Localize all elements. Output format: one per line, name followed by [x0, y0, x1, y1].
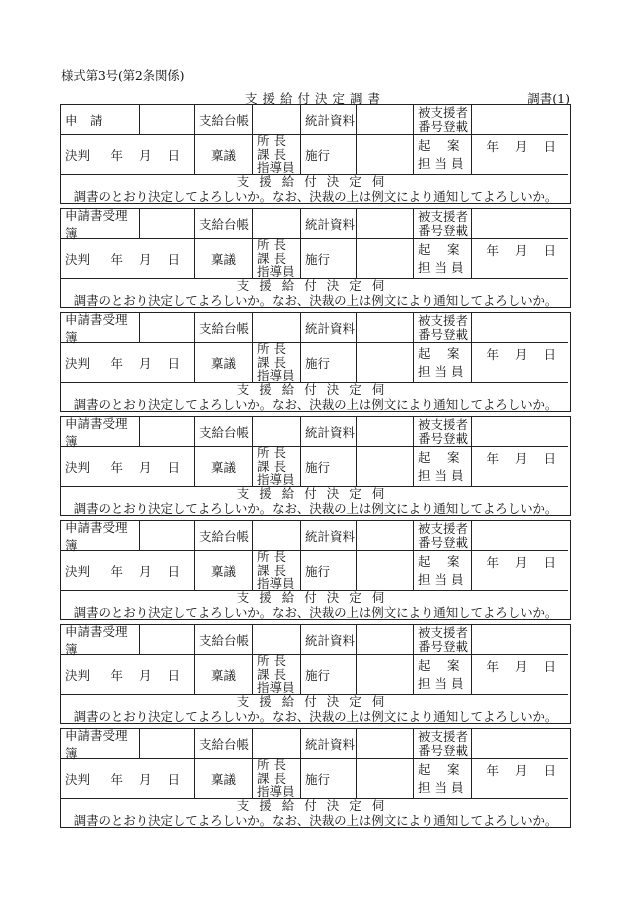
proposal-label: 稟議 [195, 135, 253, 175]
ledger-label: 支給台帳 [195, 105, 253, 135]
recipient-registration-value[interactable] [472, 625, 568, 655]
decision-block [60, 208, 571, 308]
judgment-label: 決判 [65, 355, 91, 371]
drafter-label: 起 案 担 当 員 [414, 551, 472, 591]
inquiry-heading: 支援給付決定伺 [236, 174, 395, 189]
decision-block [60, 624, 571, 724]
decision-block [60, 520, 571, 620]
judgment-date: 年 月 日 [110, 667, 186, 683]
recipient-registration-value[interactable] [472, 209, 568, 239]
ledger-label: 支給台帳 [195, 313, 253, 343]
application-value[interactable] [140, 105, 195, 135]
judgment-date: 年 月 日 [110, 147, 186, 163]
proposal-label: 稟議 [195, 239, 253, 279]
inquiry-heading: 支援給付決定伺 [236, 798, 395, 813]
stats-value[interactable] [357, 625, 414, 655]
drafter-date[interactable]: 年 月 日 [472, 135, 568, 175]
proposal-label: 稟議 [195, 655, 253, 695]
stats-label: 統計資料 [301, 625, 357, 655]
judgment-label: 決判 [65, 459, 91, 475]
enforcement-value[interactable] [357, 447, 414, 487]
judgment-label: 決判 [65, 667, 91, 683]
proposal-label: 稟議 [195, 551, 253, 591]
recipient-registration-label: 被支援者 番号登載 [414, 417, 472, 447]
inquiry-text: 調書のとおり決定してよろしいか。なお、決裁の上は例文により通知してよろしいか。 [73, 293, 558, 308]
drafter-date[interactable]: 年 月 日 [472, 759, 568, 799]
inquiry-text: 調書のとおり決定してよろしいか。なお、決裁の上は例文により通知してよろしいか。 [73, 813, 558, 828]
judgment-row [61, 759, 195, 799]
drafter-date[interactable]: 年 月 日 [472, 239, 568, 279]
recipient-registration-label: 被支援者 番号登載 [414, 625, 472, 655]
application-value[interactable] [140, 521, 195, 551]
application-label: 申請書受理簿 [61, 729, 140, 759]
inquiry-heading: 支援給付決定伺 [236, 486, 395, 501]
ledger-label: 支給台帳 [195, 729, 253, 759]
enforcement-label: 施行 [301, 447, 357, 487]
judgment-row [61, 551, 195, 591]
decision-blocks [60, 104, 571, 828]
ledger-value[interactable] [253, 209, 301, 239]
inquiry-text: 調書のとおり決定してよろしいか。なお、決裁の上は例文により通知してよろしいか。 [73, 189, 558, 204]
application-label: 申請書受理簿 [61, 625, 140, 655]
approvers-label: 所 長 課 長 指導員 [253, 343, 301, 383]
drafter-label: 起 案 担 当 員 [414, 343, 472, 383]
decision-block [60, 728, 571, 828]
document-number: 調書(1) [527, 91, 570, 106]
judgment-date: 年 月 日 [110, 771, 186, 787]
enforcement-value[interactable] [357, 239, 414, 279]
enforcement-value[interactable] [357, 135, 414, 175]
proposal-label: 稟議 [195, 759, 253, 799]
drafter-date[interactable]: 年 月 日 [472, 655, 568, 695]
recipient-registration-value[interactable] [472, 729, 568, 759]
drafter-label: 起 案 担 当 員 [414, 447, 472, 487]
inquiry-heading: 支援給付決定伺 [236, 278, 395, 293]
recipient-registration-label: 被支援者 番号登載 [414, 105, 472, 135]
approvers-label: 所 長 課 長 指導員 [253, 135, 301, 175]
inquiry-heading: 支援給付決定伺 [236, 382, 395, 397]
drafter-label: 起 案 担 当 員 [414, 239, 472, 279]
inquiry-text: 調書のとおり決定してよろしいか。なお、決裁の上は例文により通知してよろしいか。 [73, 397, 558, 412]
judgment-row [61, 343, 195, 383]
application-label: 申請書受理簿 [61, 521, 140, 551]
proposal-label: 稟議 [195, 343, 253, 383]
proposal-label: 稟議 [195, 447, 253, 487]
document-title: 支援給付決定調書 [244, 91, 385, 106]
recipient-registration-value[interactable] [472, 313, 568, 343]
enforcement-label: 施行 [301, 135, 357, 175]
judgment-row [61, 447, 195, 487]
judgment-date: 年 月 日 [110, 355, 186, 371]
inquiry-heading: 支援給付決定伺 [236, 590, 395, 605]
enforcement-label: 施行 [301, 239, 357, 279]
drafter-label: 起 案 担 当 員 [414, 135, 472, 175]
application-value[interactable] [140, 417, 195, 447]
ledger-value[interactable] [253, 729, 301, 759]
stats-label: 統計資料 [301, 521, 357, 551]
stats-value[interactable] [357, 521, 414, 551]
enforcement-value[interactable] [357, 343, 414, 383]
drafter-date[interactable]: 年 月 日 [472, 447, 568, 487]
stats-value[interactable] [357, 105, 414, 135]
judgment-row [61, 239, 195, 279]
application-value[interactable] [140, 625, 195, 655]
application-label: 申請書受理簿 [61, 313, 140, 343]
application-label: 申請書受理簿 [61, 417, 140, 447]
enforcement-label: 施行 [301, 655, 357, 695]
application-value[interactable] [140, 313, 195, 343]
stats-value[interactable] [357, 729, 414, 759]
ledger-value[interactable] [253, 417, 301, 447]
application-label: 申請書受理簿 [61, 209, 140, 239]
ledger-label: 支給台帳 [195, 417, 253, 447]
judgment-label: 決判 [65, 147, 91, 163]
stats-label: 統計資料 [301, 729, 357, 759]
recipient-registration-label: 被支援者 番号登載 [414, 313, 472, 343]
recipient-registration-value[interactable] [472, 105, 568, 135]
enforcement-value[interactable] [357, 551, 414, 591]
ledger-label: 支給台帳 [195, 209, 253, 239]
stats-value[interactable] [357, 313, 414, 343]
drafter-date[interactable]: 年 月 日 [472, 343, 568, 383]
ledger-value[interactable] [253, 313, 301, 343]
ledger-label: 支給台帳 [195, 521, 253, 551]
enforcement-label: 施行 [301, 759, 357, 799]
stats-value[interactable] [357, 417, 414, 447]
inquiry-text: 調書のとおり決定してよろしいか。なお、決裁の上は例文により通知してよろしいか。 [73, 709, 558, 724]
stats-label: 統計資料 [301, 209, 357, 239]
form-label: 様式第3号(第2条関係) [61, 68, 185, 83]
judgment-label: 決判 [65, 251, 91, 267]
enforcement-label: 施行 [301, 551, 357, 591]
decision-block [60, 312, 571, 412]
judgment-date: 年 月 日 [110, 459, 186, 475]
drafter-label: 起 案 担 当 員 [414, 655, 472, 695]
ledger-label: 支給台帳 [195, 625, 253, 655]
judgment-date: 年 月 日 [110, 251, 186, 267]
stats-label: 統計資料 [301, 313, 357, 343]
approvers-label: 所 長 課 長 指導員 [253, 551, 301, 591]
judgment-label: 決判 [65, 771, 91, 787]
enforcement-value[interactable] [357, 655, 414, 695]
approvers-label: 所 長 課 長 指導員 [253, 759, 301, 799]
recipient-registration-value[interactable] [472, 521, 568, 551]
judgment-label: 決判 [65, 563, 91, 579]
stats-label: 統計資料 [301, 105, 357, 135]
drafter-date[interactable]: 年 月 日 [472, 551, 568, 591]
ledger-value[interactable] [253, 521, 301, 551]
ledger-value[interactable] [253, 105, 301, 135]
approvers-label: 所 長 課 長 指導員 [253, 655, 301, 695]
ledger-value[interactable] [253, 625, 301, 655]
recipient-registration-label: 被支援者 番号登載 [414, 729, 472, 759]
approvers-label: 所 長 課 長 指導員 [253, 239, 301, 279]
drafter-label: 起 案 担 当 員 [414, 759, 472, 799]
judgment-date: 年 月 日 [110, 563, 186, 579]
recipient-registration-value[interactable] [472, 417, 568, 447]
stats-value[interactable] [357, 209, 414, 239]
stats-label: 統計資料 [301, 417, 357, 447]
recipient-registration-label: 被支援者 番号登載 [414, 521, 472, 551]
approvers-label: 所 長 課 長 指導員 [253, 447, 301, 487]
inquiry-text: 調書のとおり決定してよろしいか。なお、決裁の上は例文により通知してよろしいか。 [73, 501, 558, 516]
decision-block [60, 104, 571, 204]
judgment-row [61, 655, 195, 695]
application-value[interactable] [140, 209, 195, 239]
application-value[interactable] [140, 729, 195, 759]
inquiry-text: 調書のとおり決定してよろしいか。なお、決裁の上は例文により通知してよろしいか。 [73, 605, 558, 620]
enforcement-value[interactable] [357, 759, 414, 799]
inquiry-heading: 支援給付決定伺 [236, 694, 395, 709]
judgment-row [61, 135, 195, 175]
enforcement-label: 施行 [301, 343, 357, 383]
application-label: 申 請 [61, 105, 140, 135]
recipient-registration-label: 被支援者 番号登載 [414, 209, 472, 239]
decision-block [60, 416, 571, 516]
